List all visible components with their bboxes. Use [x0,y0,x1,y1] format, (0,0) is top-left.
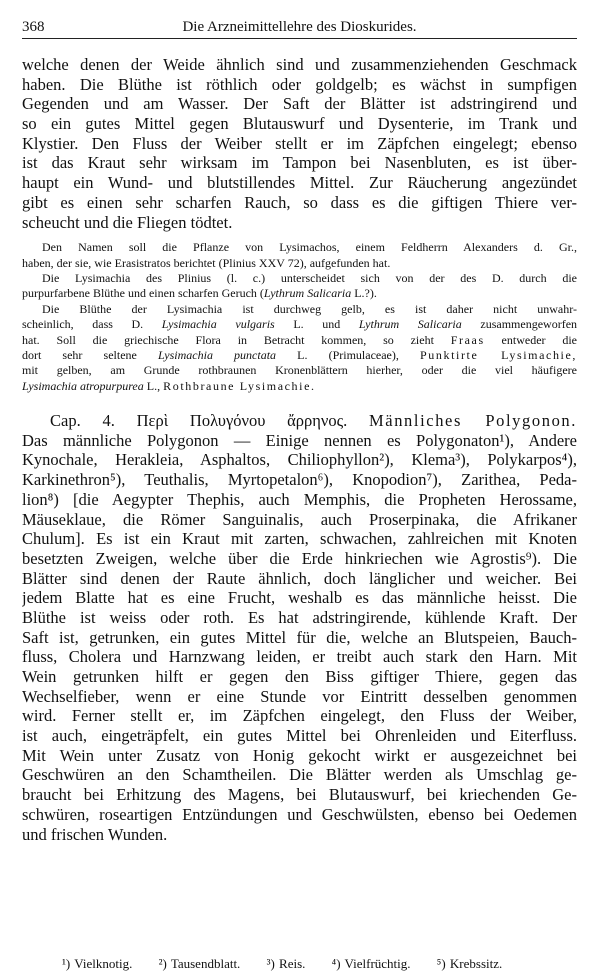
common-name: Punktirte Lysimachie, [420,347,577,362]
species-name: Lysimachia atropurpurea [22,378,144,393]
text-line: besetzten Zweigen, welche über die Erde hinkriechen wie Agrostis⁹). Die [22,548,577,568]
text-line: jedem Blatte hat es eine Frucht, weshalb es das männliche heisst. Die [22,588,577,608]
text-line: fluss, Cholera und Harnzwang leiden, er treibt auch stark den Harn. Mit [22,647,577,667]
chapter-title: Männliches Polygonon. [369,411,577,431]
text-line: schwüren, roseartigen Entzündungen und Geschwülsten, ebenso bei Oedemen [22,804,577,824]
note-line: dort sehr seltene Lysimachia punctata L. (Primulaceae), Punktirte Lysimachie, [22,347,577,362]
text-line: Chulum]. Es ist ein Kraut mit zarten, schwachen, zahlreichen mit Knoten [22,529,577,549]
text-line: haupt ein Wund- und blutstillendes Mittel. Zur Räucherung angezündet [22,173,577,193]
text-line: Blüthe ist weiss oder roth. Es hat adstringirende, kühlende Kraft. Der [22,607,577,627]
text-line: Mäuseklaue, die Römer Sanguinalis, auch Proserpinaka, die Afrikaner [22,509,577,529]
text-line: Wechselfieber, wenn er eine Stunde vor Eintritt desselben genommen [22,686,577,706]
text-line: Blätter sind denen der Raute ähnlich, doch länglicher und weicher. Bei [22,568,577,588]
text-line: Geschwüren an den Schamtheilen. Die Blätter werden als Umschlag ge- [22,765,577,785]
text-line: Das männliche Polygonon — Einige nennen es Polygonaton¹), Andere [22,430,577,450]
footnote: ³) Reis. [266,956,306,971]
text-line: ist auch, eingeträpfelt, ein gutes Mittel bei Ohrenleiden und Eiterfluss. [22,726,577,746]
author-name: Fraas [450,332,485,347]
text-line: braucht bei Erhitzung des Magens, bei Blutauswurf, bei kriechenden Ge- [22,785,577,805]
running-title: Die Arzneimittellehre des Dioskurides. [182,19,417,35]
text-line: Klystier. Den Fluss der Weiber stellt er im Zäpfchen eingelegt; ebenso [22,133,577,153]
text-line: Wein getrunken hilft er gegen den Biss giftiger Thiere, gegen das [22,667,577,687]
note-line: hat. Soll die griechische Flora in Betracht kommen, so zieht Fraas entweder die [22,332,577,347]
footnote: ⁴) Vielfrüchtig. [331,956,411,971]
text-line: haben. Die Blüthe ist röthlich oder goldgelb; es wächst in sumpfigen [22,74,577,94]
note-line: purpurfarbene Blüthe und einen scharfen Geruch (Lythrum Salicaria L.?). [22,286,377,301]
note-line: mit gelben, am Grunde rothbraunen Kronenblättern hierher, oder die viel häufigere [22,363,577,378]
note-line: haben, der sie, wie Erasistratos berichtet (Plinius XXV 72), aufgefunden hat. [22,255,391,270]
footnote: ⁵) Krebssitz. [436,956,503,971]
text-line: und frischen Wunden. [22,824,168,844]
commentary-notes [22,240,577,394]
main-text [22,55,577,844]
paragraph-lysimachia [22,55,577,232]
text-line: lion⁸) [die Aegypter Thephis, auch Memphis, die Propheten Herossame, [22,489,577,509]
text-line: ist das Kraut sehr wirksam im Tampon bei Nasenbluten, es ist über- [22,153,577,173]
note-line: Den Namen soll die Pflanze von Lysimachos, einem Feldherrn Alexanders d. Gr., [42,240,577,255]
footnotes [62,956,502,972]
chapter-label: Cap. 4. [50,411,115,431]
running-header [22,18,577,39]
text-line: so ein gutes Mittel gegen Blutauswurf und Dysenterie, im Trank und [22,114,577,134]
species-name: Lysimachia punctata [157,347,277,362]
footnote: ²) Tausendblatt. [158,956,241,971]
text-line: Karkinethron⁵), Teuthalis, Myrtopetalon⁶), Knopodion⁷), Zarithea, Peda- [22,470,577,490]
chapter-heading [22,411,577,431]
text-line: Mit Wein unter Zusatz von Honig gekocht wirkt er ausgezeichnet bei [22,745,577,765]
text-line: Gegenden und am Wasser. Der Saft der Blätter ist adstringirend und [22,94,577,114]
note-line: Die Lysimachia des Plinius (l. c.) unterscheidet sich von der des D. durch die [42,270,577,285]
common-name: Rothbraune Lysimachie. [163,378,316,393]
text-line: Kynochale, Herakleia, Asphaltos, Chiliophyllon²), Klema³), Polykarpos⁴), [22,450,577,470]
note-line: Lysimachia atropurpurea L., Rothbraune Lysimachie. [22,378,316,393]
text-line: Saft ist, getrunken, ein gutes Mittel für die, welche an Blutspeien, Bauch- [22,627,577,647]
text-line: scheucht und die Fliegen tödtet. [22,212,233,232]
text-line: wird. Ferner stellt er, im Zäpfchen eingelegt, den Fluss der Weiber, [22,706,577,726]
text-line: gibt es einen sehr scharfen Rauch, so dass es die giftigen Thiere ver- [22,192,577,212]
chapter-4 [22,411,577,844]
species-name: Lythrum Salicaria [358,317,462,332]
note-line: scheinlich, dass D. Lysimachia vulgaris L. und Lythrum Salicaria zusammengeworfen [22,317,577,332]
footnote: ¹) Vielknotig. [62,956,133,971]
species-name: Lythrum Salicaria [263,286,352,301]
species-name: Lysimachia vulgaris [161,317,275,332]
greek-title: Περὶ Πολυγόνου ἄρρηνος. [136,411,348,431]
text-line: welche denen der Weide ähnlich sind und zusammenziehenden Geschmack [22,55,577,74]
page-number: 368 [22,19,45,35]
note-line: Die Blüthe der Lysimachia ist durchweg gelb, es ist daher nicht unwahr- [42,301,577,316]
